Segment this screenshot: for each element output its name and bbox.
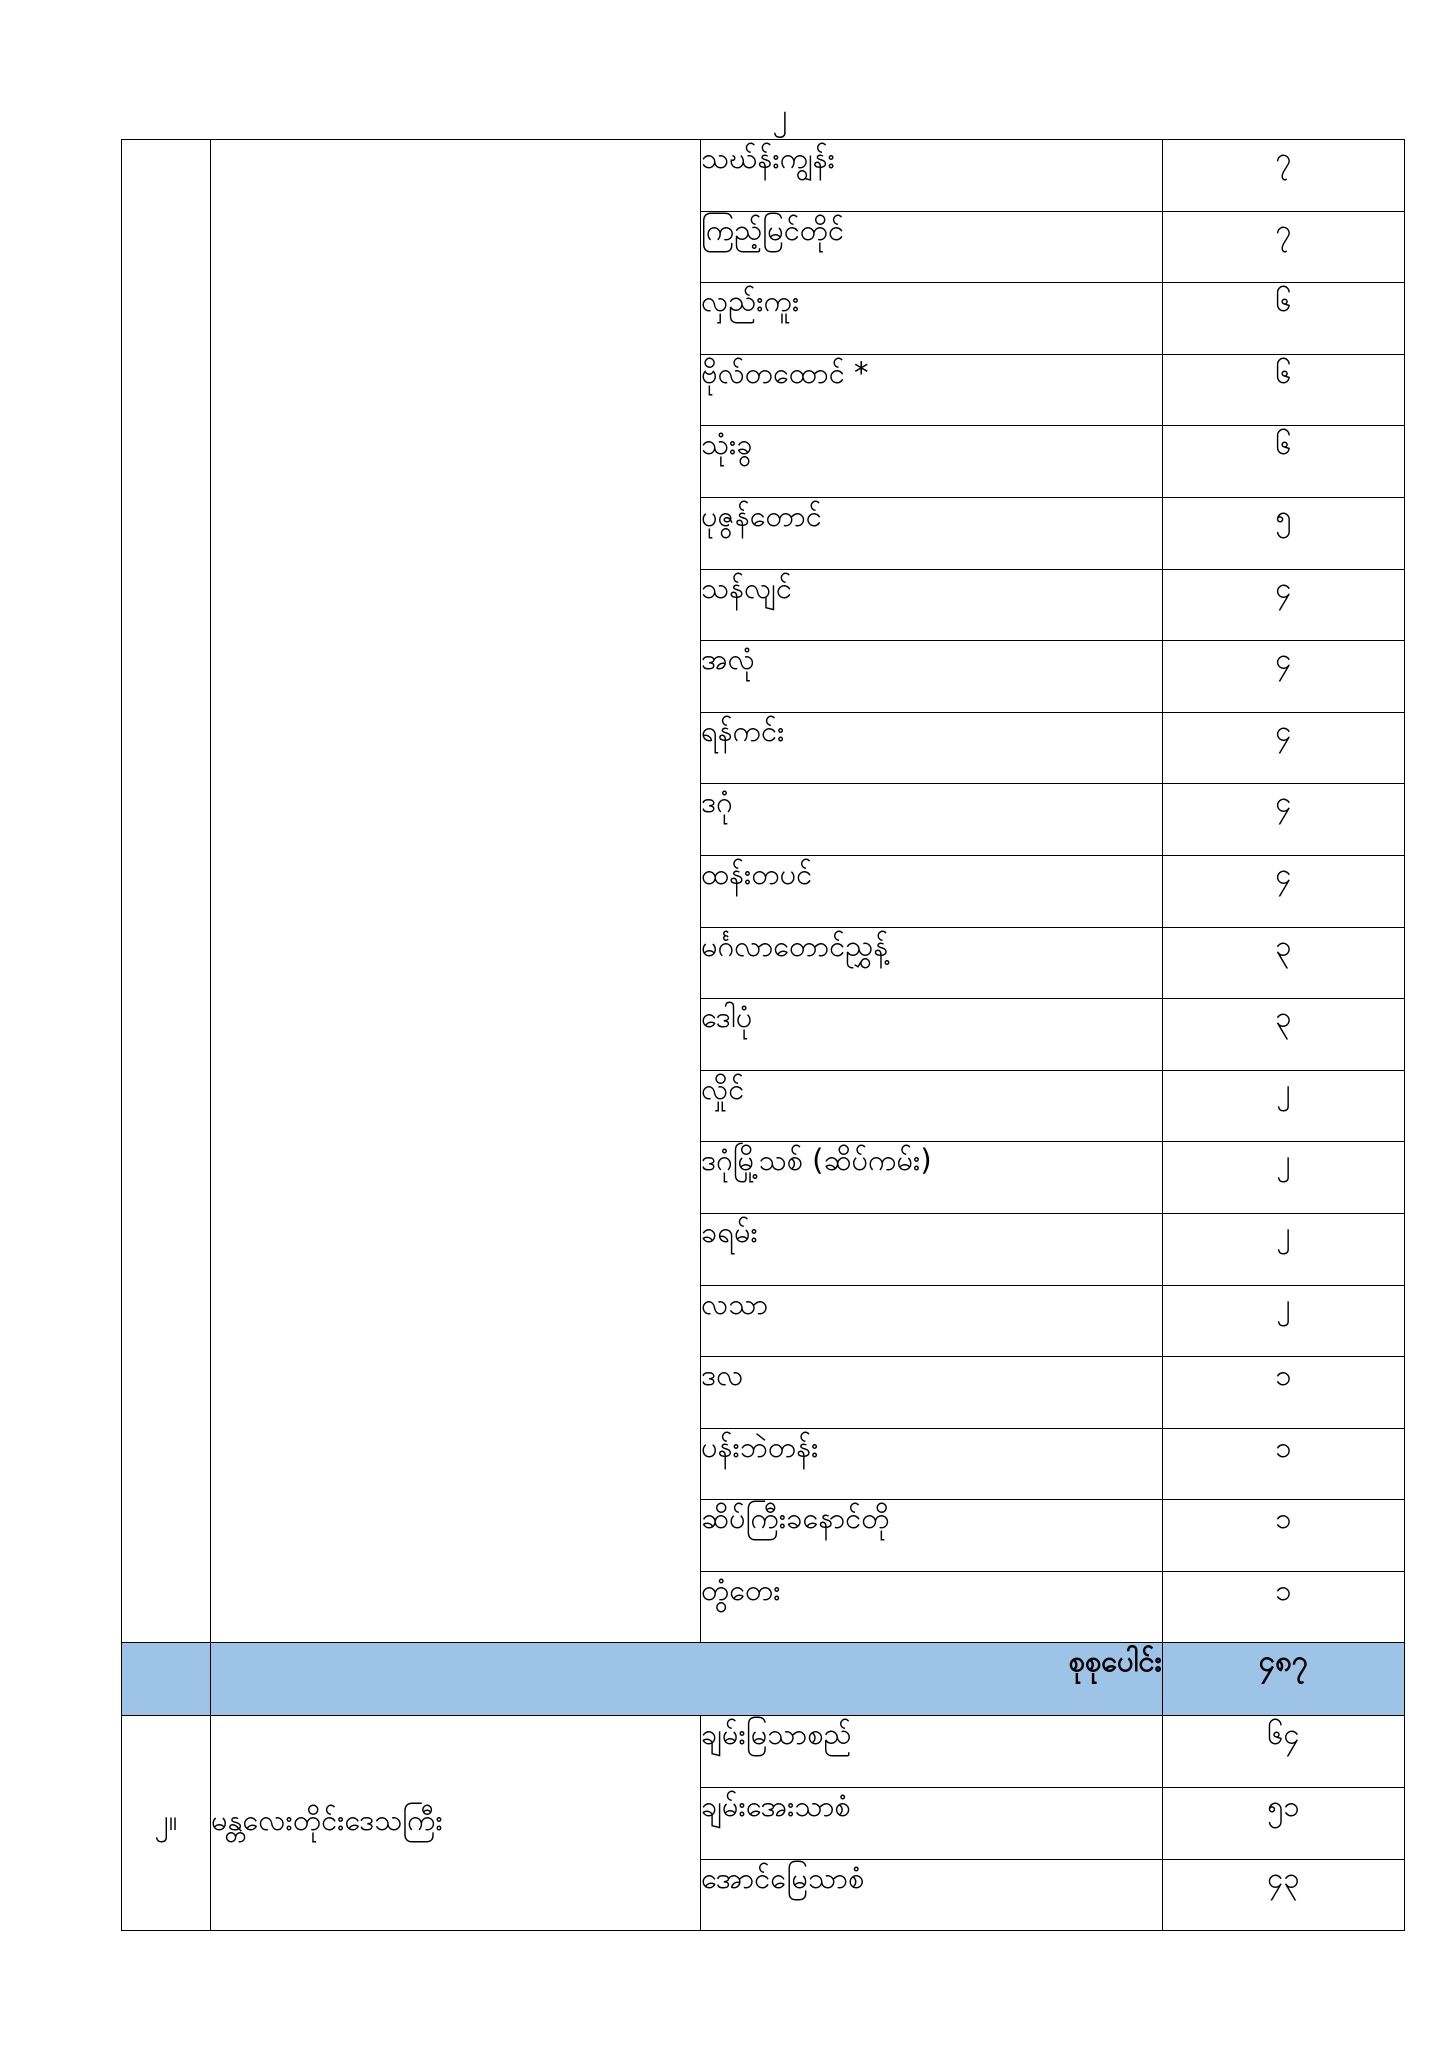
township-count: ၁ [1163, 1571, 1405, 1643]
total-value: ၄၈၇ [1163, 1643, 1405, 1716]
township-count: ၆၄ [1163, 1716, 1405, 1788]
township-name: တွံတေး [701, 1571, 1163, 1643]
total-row [122, 1643, 1405, 1716]
township-count: ၆ [1163, 283, 1405, 355]
township-name: ဆိပ်ကြီးခနောင်တို [701, 1500, 1163, 1572]
region-number-cell [122, 140, 211, 1643]
township-name: ဒလ [701, 1357, 1163, 1429]
township-table [121, 139, 1405, 1931]
township-count: ၇ [1163, 140, 1405, 212]
township-count: ၁ [1163, 1428, 1405, 1500]
township-count: ၄ [1163, 569, 1405, 641]
township-count: ၄ [1163, 855, 1405, 927]
township-count: ၆ [1163, 426, 1405, 498]
township-name: ချမ်းအေးသာစံ [701, 1788, 1163, 1860]
table-row [122, 140, 1405, 212]
township-name: ပုဇွန်တောင် [701, 497, 1163, 569]
township-count: ၅ [1163, 497, 1405, 569]
township-count: ၄ [1163, 712, 1405, 784]
township-name: မင်္ဂလာတောင်ညွှန့် [701, 927, 1163, 999]
region-name: မန္တလေးတိုင်းဒေသကြီး [211, 1716, 701, 1931]
township-name: ဗိုလ်တထောင် * [701, 354, 1163, 426]
township-count: ၂ [1163, 1285, 1405, 1357]
township-name: ပန်းဘဲတန်း [701, 1428, 1163, 1500]
township-count: ၇ [1163, 211, 1405, 283]
township-name: ခရမ်း [701, 1213, 1163, 1285]
township-name: ဒဂုံ [701, 784, 1163, 856]
township-count: ၆ [1163, 354, 1405, 426]
township-name: အောင်မြေသာစံ [701, 1859, 1163, 1931]
township-name: ရန်ကင်း [701, 712, 1163, 784]
township-name: အလုံ [701, 641, 1163, 713]
region-name-cell [211, 140, 701, 1643]
township-count: ၄ [1163, 784, 1405, 856]
township-name: ဒဂုံမြို့သစ် (ဆိပ်ကမ်း) [701, 1142, 1163, 1214]
township-name: လှည်းကူး [701, 283, 1163, 355]
township-name: သန်လျင် [701, 569, 1163, 641]
page-number: ၂ [772, 98, 788, 133]
township-name: ထန်းတပင် [701, 855, 1163, 927]
township-count: ၂ [1163, 1142, 1405, 1214]
township-count: ၄ [1163, 641, 1405, 713]
township-count: ၃ [1163, 999, 1405, 1071]
township-name: ချမ်းမြသာစည် [701, 1716, 1163, 1788]
township-count: ၂ [1163, 1070, 1405, 1142]
township-count: ၂ [1163, 1213, 1405, 1285]
region-number: ၂။ [122, 1716, 211, 1931]
township-name: လသာ [701, 1285, 1163, 1357]
township-count: ၁ [1163, 1500, 1405, 1572]
total-empty-cell [122, 1643, 211, 1716]
total-label: စုစုပေါင်း [211, 1643, 1163, 1716]
township-count: ၃ [1163, 927, 1405, 999]
township-count: ၁ [1163, 1357, 1405, 1429]
township-name: ဒေါပုံ [701, 999, 1163, 1071]
township-name: ကြည့်မြင်တိုင် [701, 211, 1163, 283]
township-name: သဃ်န်းကျွန်း [701, 140, 1163, 212]
township-count: ၅၁ [1163, 1788, 1405, 1860]
township-name: သုံးခွ [701, 426, 1163, 498]
table-row [122, 1716, 1405, 1788]
township-name: လှိုင် [701, 1070, 1163, 1142]
township-count: ၄၃ [1163, 1859, 1405, 1931]
